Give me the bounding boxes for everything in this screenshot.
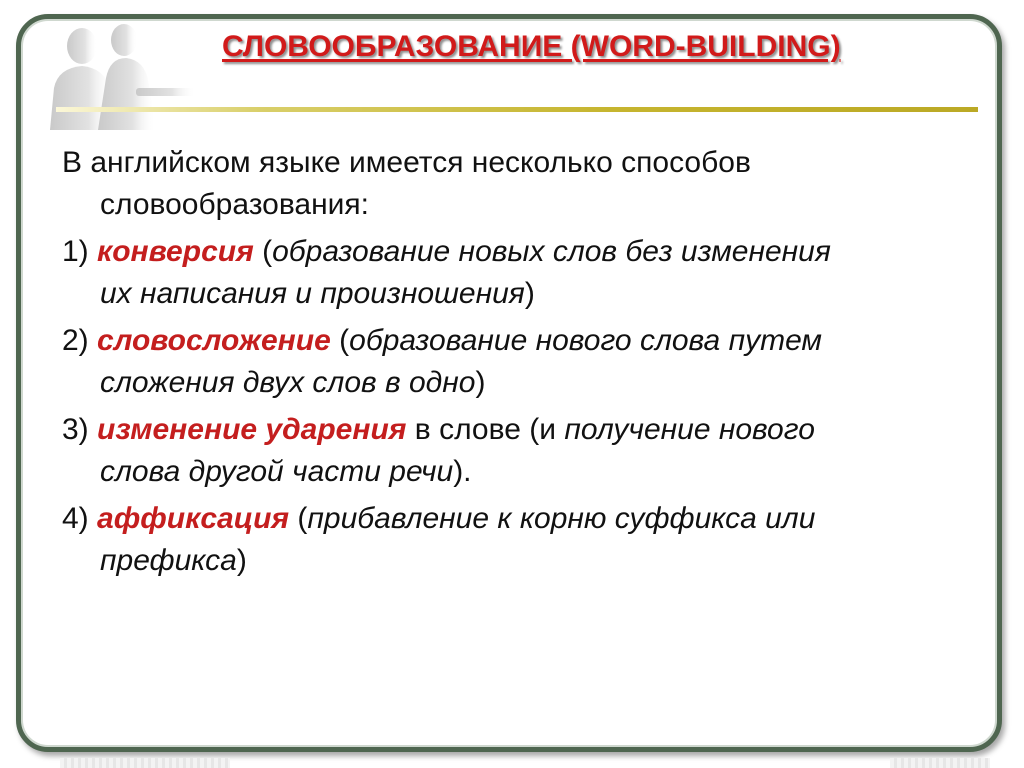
- item-desc-line-1: образование новых слов без изменения: [272, 235, 831, 268]
- item-desc-line-1: образование нового слова путем: [349, 324, 822, 357]
- intro-line-1: В английском языке имеется несколько способов: [62, 146, 751, 179]
- item-term: аффиксация: [97, 502, 290, 535]
- list-item: [62, 231, 962, 315]
- item-desc-line-2: префикса: [100, 544, 237, 577]
- list-item: [62, 498, 962, 582]
- item-term: словосложение: [97, 324, 331, 357]
- item-number: 3): [62, 413, 89, 446]
- item-term: изменение ударения: [97, 413, 407, 446]
- item-desc-line-2: слова другой части речи: [100, 455, 454, 488]
- item-desc-line-1: прибавление к корню суффикса или: [307, 502, 816, 535]
- item-desc-line-1: получение нового: [564, 413, 815, 446]
- item-after-term: в слове (и: [414, 413, 556, 446]
- title-divider: [56, 107, 978, 112]
- footer-watermark: [890, 758, 990, 768]
- item-paren-open: (: [339, 324, 350, 357]
- slide-title: СЛОВООБРАЗОВАНИЕ (WORD-BUILDING): [222, 30, 841, 63]
- item-paren-close: ): [475, 366, 486, 399]
- item-number: 1): [62, 235, 89, 268]
- item-paren-close: ): [524, 277, 535, 310]
- intro-line-2: словообразования:: [100, 188, 370, 221]
- item-term: конверсия: [97, 235, 254, 268]
- item-paren-close: ): [236, 544, 247, 577]
- list-item: [62, 320, 962, 404]
- people-silhouette-icon: [40, 18, 200, 130]
- list-item: [62, 409, 962, 493]
- item-paren-close: ).: [453, 455, 472, 488]
- footer-watermark: [60, 758, 230, 768]
- item-paren-open: (: [297, 502, 308, 535]
- item-desc-line-2: сложения двух слов в одно: [100, 366, 476, 399]
- item-number: 2): [62, 324, 89, 357]
- item-number: 4): [62, 502, 89, 535]
- slide-body: [62, 142, 962, 587]
- intro-paragraph: [62, 142, 962, 226]
- item-paren-open: (: [262, 235, 273, 268]
- item-desc-line-2: их написания и произношения: [100, 277, 525, 310]
